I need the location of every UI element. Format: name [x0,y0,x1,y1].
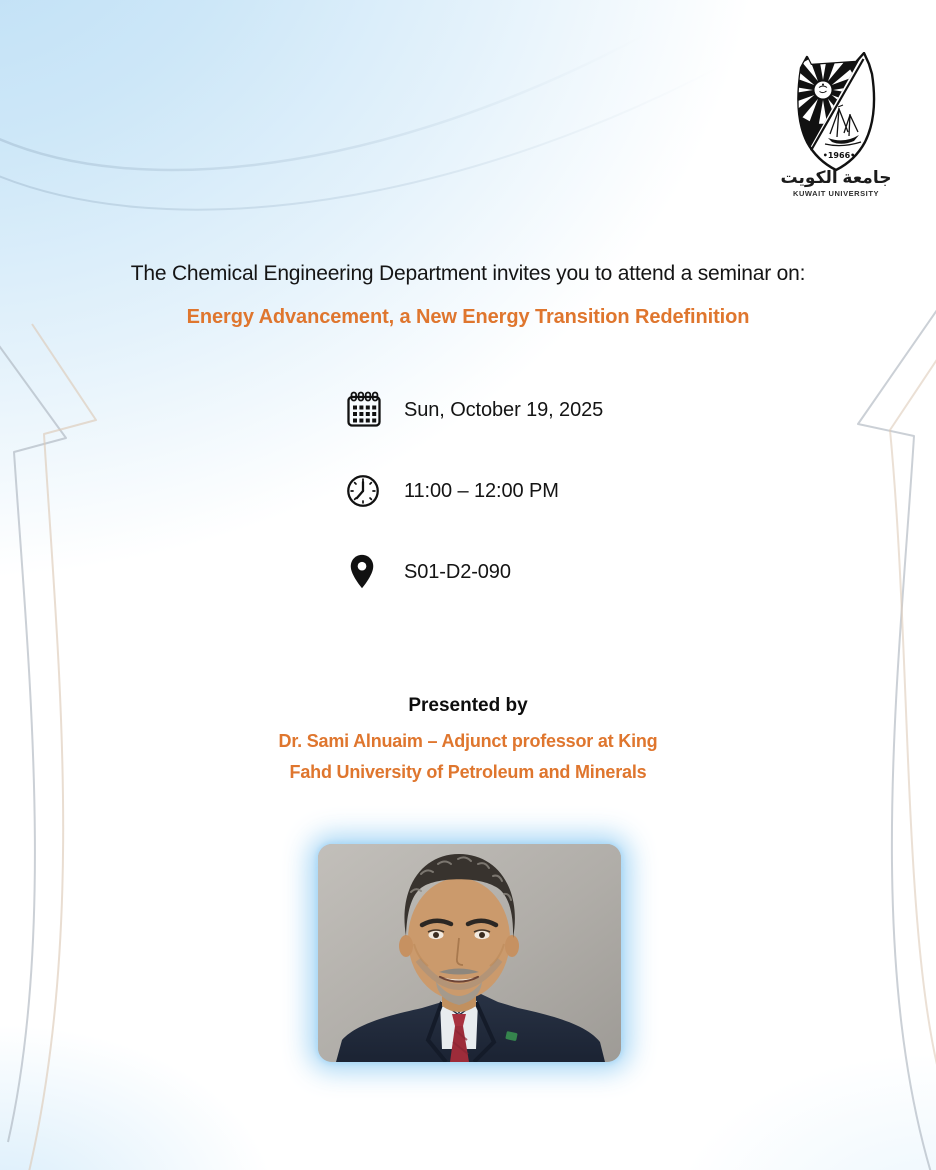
detail-location: S01-D2-090 [404,560,511,583]
seminar-title: Energy Advancement, a New Energy Transition Redefinition [186,306,750,328]
background-arc [0,45,760,210]
seminar-intro: The Chemical Engineering Department invites you to attend a seminar on: [130,262,806,285]
kuwait-university-logo [770,52,902,198]
presented-by-label: Presented by [408,695,528,716]
event-details [344,390,603,633]
location-pin-icon [344,552,386,592]
presenter-name [0,726,936,788]
university-shield-icon [792,52,880,174]
speaker-photo [318,844,621,1062]
background-arc [0,15,680,170]
university-name-english: KUWAIT UNIVERSITY [792,189,880,198]
detail-row-date [344,390,603,430]
speaker-portrait-illustration [318,844,621,1062]
calendar-icon [344,390,386,430]
university-name-arabic: جامعة الكويت [780,168,892,187]
logo-year: •1966• [822,151,856,160]
detail-row-time [344,471,603,511]
detail-time: 11:00 – 12:00 PM [404,479,559,502]
presenter-name-line1: Dr. Sami Alnuaim – Adjunct professor at King [278,731,658,751]
detail-date: Sun, October 19, 2025 [404,398,604,421]
detail-row-location [344,552,603,592]
clock-icon [344,471,386,511]
presenter-name-line2: Fahd University of Petroleum and Minerals [289,762,647,782]
